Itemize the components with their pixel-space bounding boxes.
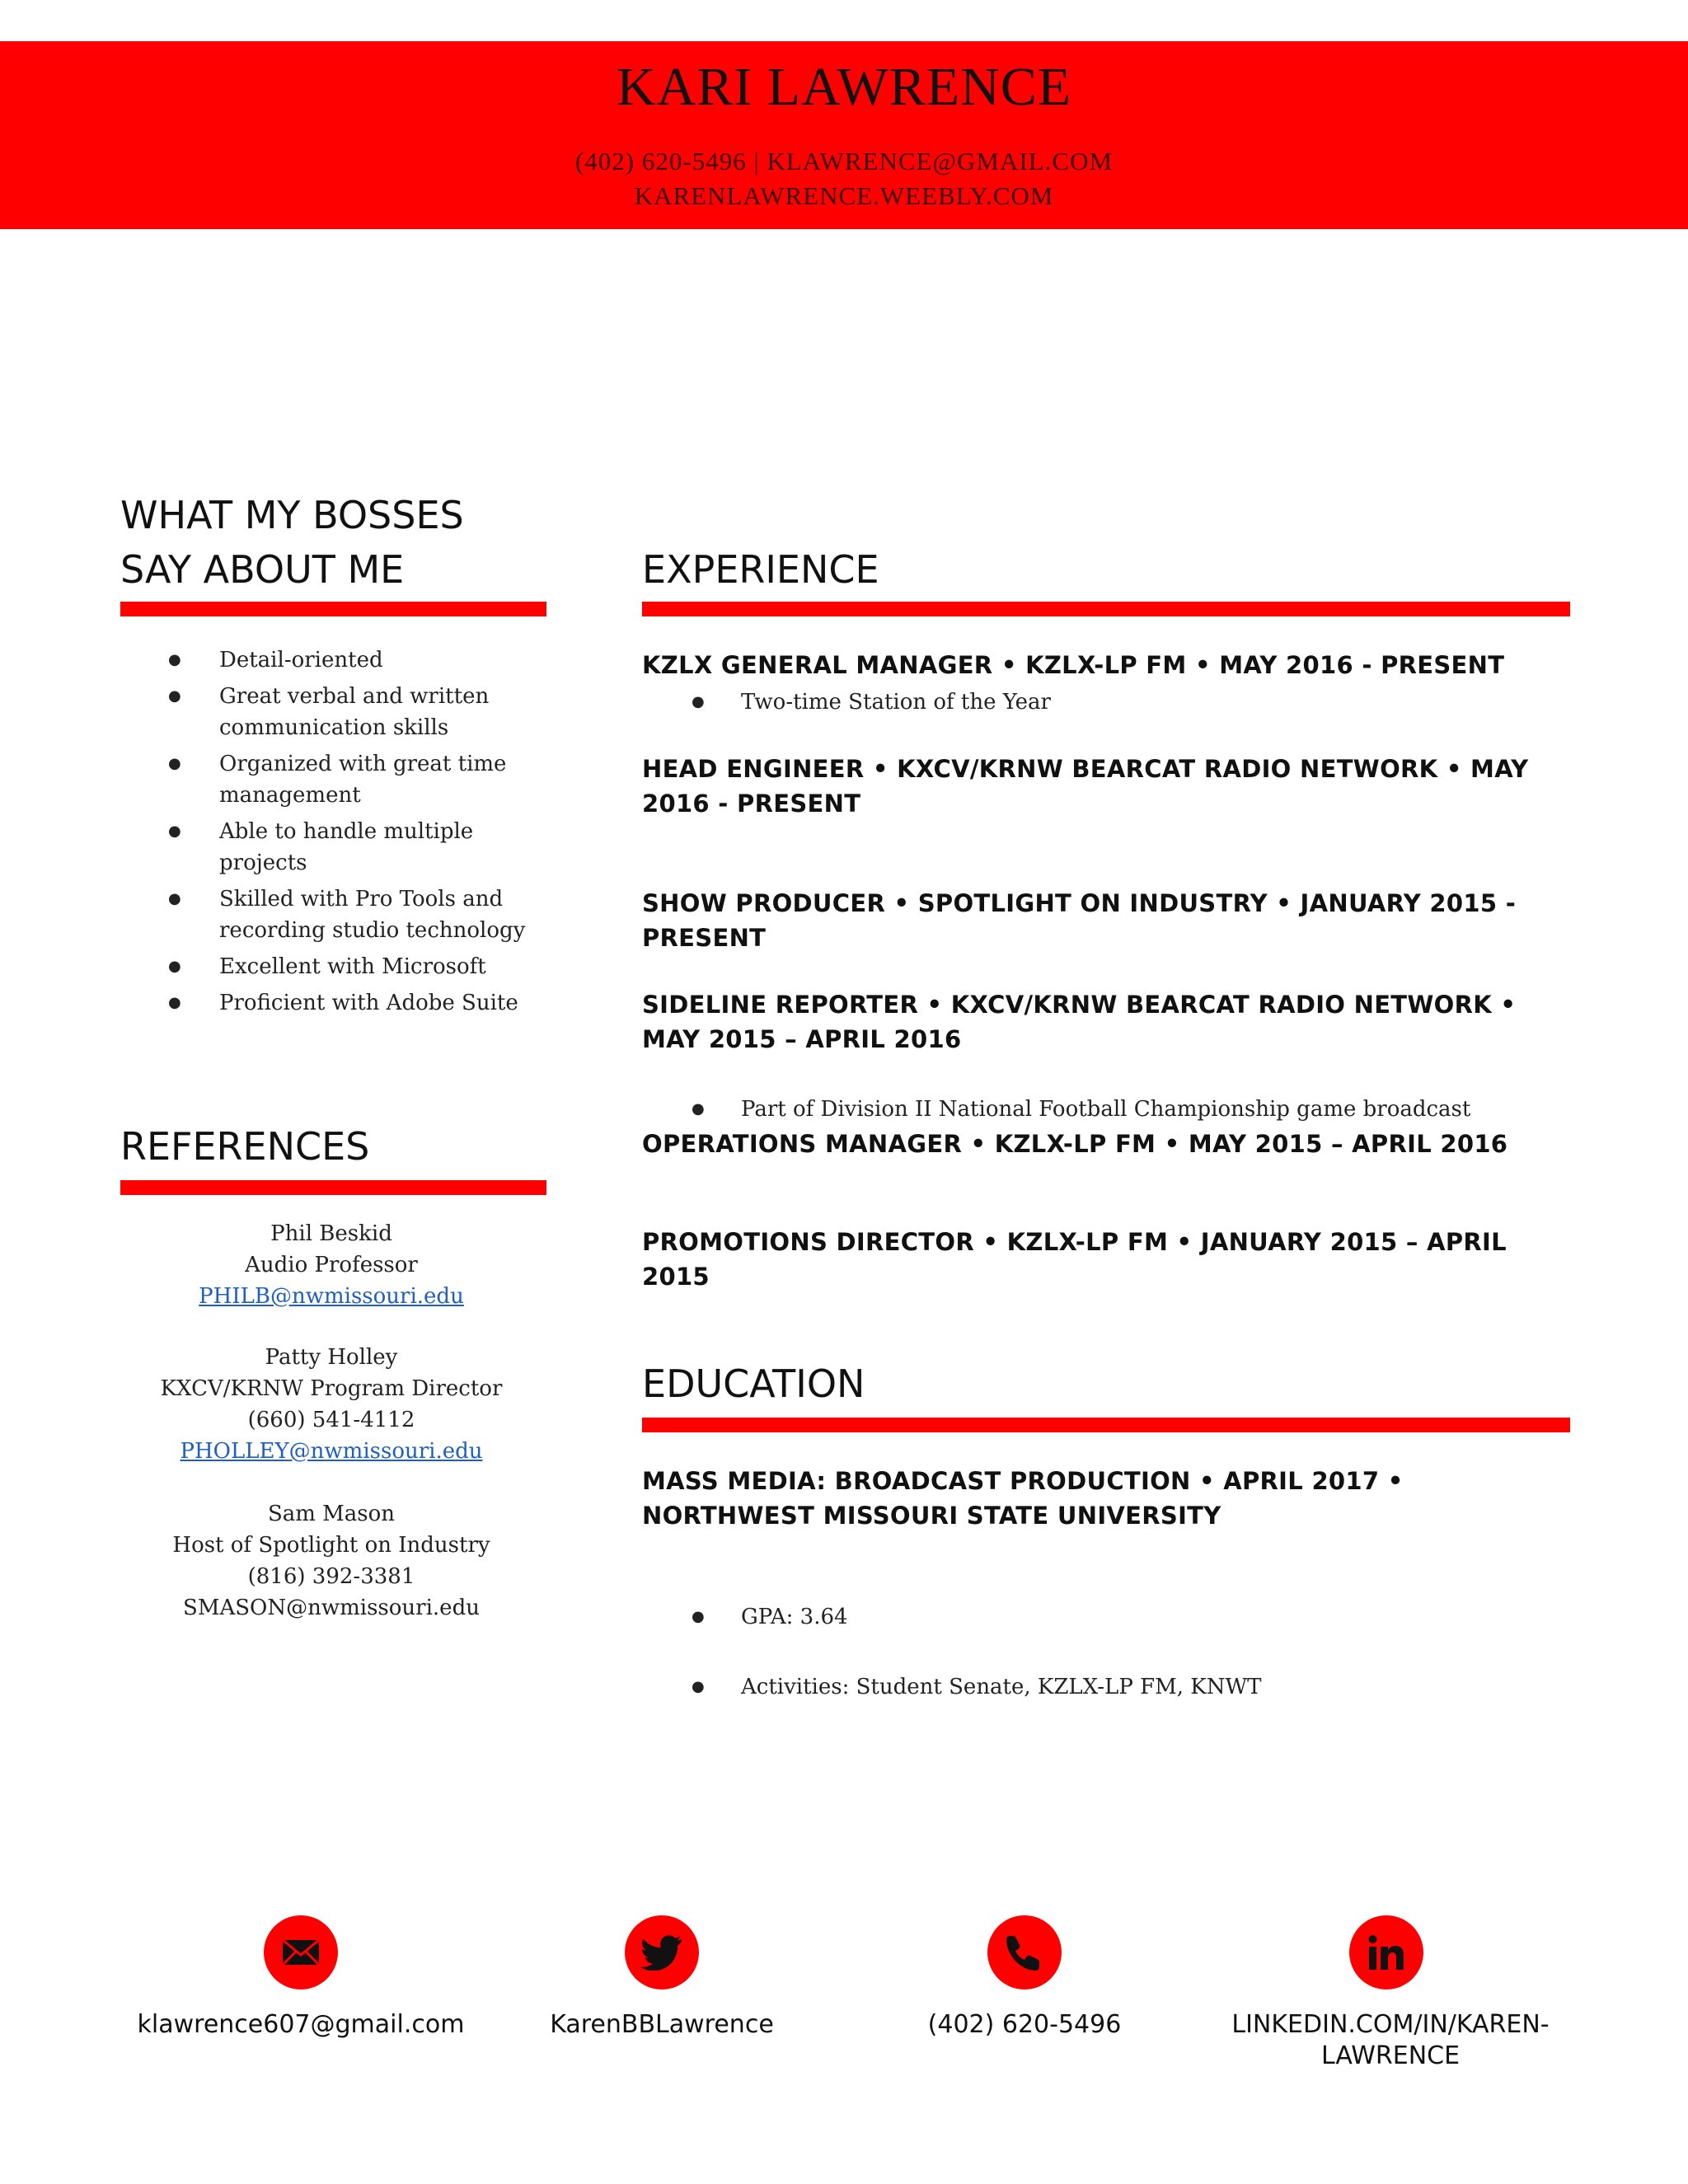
twitter-bird-icon[interactable] <box>625 1915 699 1990</box>
job-heading: SIDELINE REPORTER • KXCV/KRNW BEARCAT RADIO NETWORK • MAY 2015 – APRIL 2016 <box>642 991 1517 1053</box>
header-banner <box>0 41 1688 229</box>
reference-email-link[interactable]: PHILB@nwmissouri.edu <box>199 1284 464 1309</box>
job-heading: PROMOTIONS DIRECTOR • KZLX-LP FM • JANUARY 2015 – APRIL 2015 <box>642 1228 1507 1291</box>
phone-icon[interactable] <box>987 1915 1062 1990</box>
list-item: ● Skilled with Pro Tools and recording studio technology <box>120 883 532 946</box>
reference-entry <box>117 1342 546 1467</box>
list-item: ● Excellent with Microsoft <box>120 951 532 982</box>
job-heading: OPERATIONS MANAGER • KZLX-LP FM • MAY 2015 – APRIL 2016 <box>642 1130 1508 1158</box>
references-divider <box>120 1180 546 1195</box>
reference-entry <box>117 1218 546 1312</box>
reference-name: Sam Mason <box>267 1502 396 1526</box>
experience-title: EXPERIENCE <box>642 547 879 592</box>
reference-name: Patty Holley <box>265 1345 398 1370</box>
linkedin-icon[interactable] <box>1349 1915 1423 1990</box>
footer-twitter-handle[interactable]: KarenBBLawrence <box>550 2010 774 2039</box>
education-divider <box>642 1418 1570 1432</box>
education-title: EDUCATION <box>642 1361 865 1406</box>
education-bullet: ● GPA: 3.64 <box>642 1601 1688 1633</box>
education-heading: MASS MEDIA: BROADCAST PRODUCTION • APRIL 2017 • NORTHWEST MISSOURI STATE UNIVERSITY <box>642 1467 1404 1530</box>
job-heading: HEAD ENGINEER • KXCV/KRNW BEARCAT RADIO NETWORK • MAY 2016 - PRESENT <box>642 755 1529 818</box>
reference-entry <box>117 1498 546 1624</box>
reference-email: SMASON@nwmissouri.edu <box>183 1596 480 1620</box>
job-heading: KZLX GENERAL MANAGER • KZLX-LP FM • MAY 2016 - PRESENT <box>642 651 1505 679</box>
reference-phone: (660) 541-4112 <box>247 1408 415 1432</box>
bosses-section-title <box>120 488 464 597</box>
bosses-title-line2: SAY ABOUT ME <box>120 547 405 592</box>
reference-name: Phil Beskid <box>270 1221 392 1246</box>
envelope-icon[interactable] <box>264 1915 338 1990</box>
footer-email[interactable]: klawrence607@gmail.com <box>137 2010 465 2039</box>
list-item: ● Detail-oriented <box>120 644 532 676</box>
list-item: ● Able to handle multiple projects <box>120 816 532 879</box>
list-item: ● Proficient with Adobe Suite <box>120 987 532 1019</box>
reference-role: Audio Professor <box>245 1253 418 1277</box>
job-heading: SHOW PRODUCER • SPOTLIGHT ON INDUSTRY • JANUARY 2015 - PRESENT <box>642 889 1517 952</box>
reference-role: Host of Spotlight on Industry <box>172 1533 490 1558</box>
education-bullet: ● Activities: Student Senate, KZLX-LP FM, KNWT <box>642 1671 1688 1704</box>
bosses-title-line1: WHAT MY BOSSES <box>120 493 464 537</box>
reference-email-link[interactable]: PHOLLEY@nwmissouri.edu <box>180 1439 483 1464</box>
contact-line-phone-email: (402) 620-5496 | KLAWRENCE@GMAIL.COM <box>574 147 1114 176</box>
references-title: REFERENCES <box>120 1124 370 1169</box>
list-item: ● Organized with great time management <box>120 748 532 811</box>
footer-phone[interactable]: (402) 620-5496 <box>927 2010 1122 2039</box>
candidate-name: KARI LAWRENCE <box>616 57 1072 117</box>
job-bullet: ● Part of Division II National Football Championship game broadcast <box>642 1093 1688 1126</box>
bosses-divider <box>120 602 546 616</box>
list-item: ● Great verbal and written communication skills <box>120 681 532 743</box>
bosses-list <box>120 644 532 1024</box>
experience-divider <box>642 602 1570 616</box>
footer-linkedin[interactable]: LINKEDIN.COM/IN/KAREN-LAWRENCE <box>1231 2010 1550 2070</box>
reference-phone: (816) 392-3381 <box>247 1564 415 1589</box>
reference-role: KXCV/KRNW Program Director <box>160 1376 503 1401</box>
contact-line-website: KARENLAWRENCE.WEEBLY.COM <box>634 181 1054 210</box>
job-bullet: ● Two-time Station of the Year <box>642 686 1688 719</box>
